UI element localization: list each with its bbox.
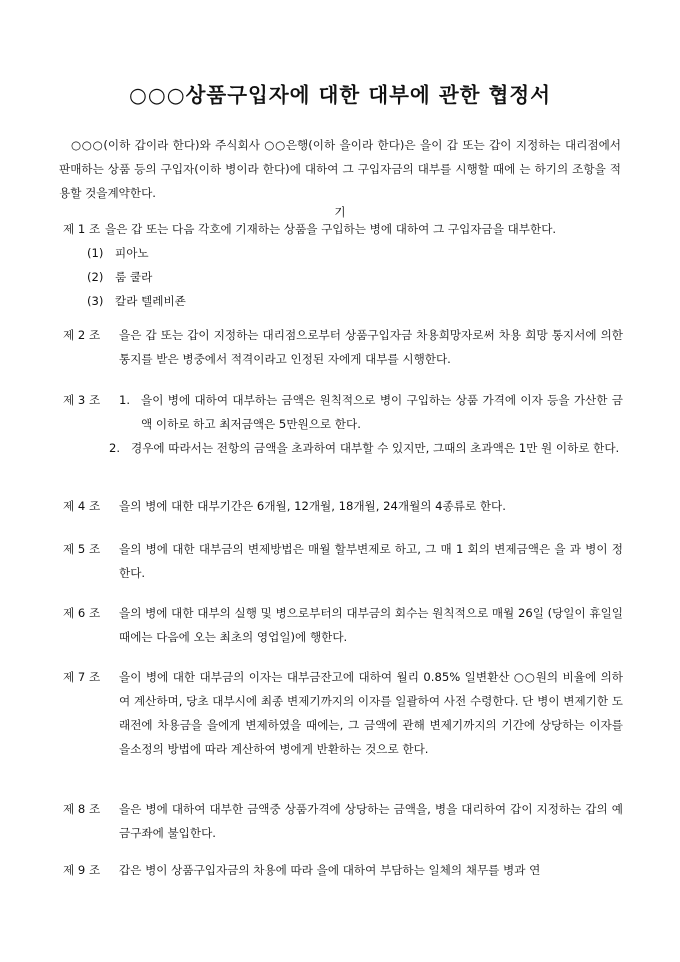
article-3-paragraph-1: 1. 을이 병에 대하여 대부하는 금액은 원칙적으로 병이 구입하는 상품 가격에 이자 등을 가산한 금액 이하로 하고 최저금액은 5만원으로 한다.	[119, 393, 623, 431]
article-8-text: 을은 병에 대하여 대부한 금액중 상품가격에 상당하는 금액을, 병을 대리하여 갑이 지정하는 갑의 예금구좌에 불입한다.	[119, 802, 623, 840]
article-9	[63, 858, 623, 882]
article-8-number: 제 8 조	[63, 802, 101, 816]
article-7	[63, 665, 623, 761]
article-2	[63, 323, 623, 371]
article-7-number: 제 7 조	[63, 670, 101, 684]
list-item: (3) 칼라 텔레비죤	[87, 294, 186, 308]
article-2-text: 을은 갑 또는 갑이 지정하는 대리점으로부터 상품구입자금 차용희망자로써 차용 희망 통지서에 의한 통지를 받은 병중에서 적격이라고 인정된 자에게 대부를 시행한다.	[119, 328, 623, 366]
article-5-number: 제 5 조	[63, 542, 101, 556]
article-3-paragraph-2: 2. 경우에 따라서는 전항의 금액을 초과하여 대부할 수 있지만, 그때의 초과액은 1만 원 이하로 한다.	[109, 441, 620, 455]
article-8	[63, 797, 623, 845]
article-4-text: 을의 병에 대한 대부기간은 6개월, 12개월, 18개월, 24개월의 4종류로 한다.	[119, 499, 506, 513]
intro-text: ○○○(이하 갑이라 한다)와 주식회사 ○○은행(이하 을이라 한다)은 을이 갑 또는 갑이 지정하는 대리점에서 판매하는 상품 등의 구입자(이하 병이라 한다)에 대하여 그 구입자금의 대부를 시행할 때에 는 하기의 조항을 적용할 것을계약한다.	[59, 138, 621, 200]
article-7-text: 을이 병에 대한 대부금의 이자는 대부금잔고에 대하여 월리 0.85% 일변환산 ○○원의 비율에 의하여 계산하며, 당초 대부시에 최종 변제기까지의 이자를 일괄하여 사전 수령한다. 단 병이 변제기한 도래전에 차용금을 을에게 변제하였을 때에는, 그 금액에 관해 변제기까지의 기간에 상당하는 이자를 을소정의 방법에 따라 계산하여 병에게 반환하는 것으로 한다.	[119, 670, 623, 756]
article-1	[63, 217, 623, 313]
document-title: ○○○상품구입자에 대한 대부에 관한 협정서	[128, 83, 552, 107]
article-9-number: 제 9 조	[63, 863, 101, 877]
intro-paragraph	[59, 133, 621, 205]
list-item: (2) 룸 쿨라	[87, 270, 153, 284]
article-3-number: 제 3 조	[63, 393, 101, 407]
article-6	[63, 601, 623, 649]
article-4	[63, 494, 623, 518]
article-1-number: 제 1 조	[63, 222, 101, 236]
article-6-number: 제 6 조	[63, 606, 101, 620]
article-2-number: 제 2 조	[63, 328, 101, 342]
list-item: (1) 피아노	[87, 246, 149, 260]
article-5-text: 을의 병에 대한 대부금의 변제방법은 매월 할부변제로 하고, 그 매 1 회의 변제금액은 을 과 병이 정한다.	[119, 542, 623, 580]
article-5	[63, 537, 623, 585]
article-3	[63, 388, 623, 460]
article-1-text: 을은 갑 또는 다음 각호에 기재하는 상품을 구입하는 병에 대하여 그 구입자금을 대부한다.	[105, 222, 557, 236]
article-4-number: 제 4 조	[63, 499, 101, 513]
article-9-text: 갑은 병이 상품구입자금의 차용에 따라 을에 대하여 부담하는 일체의 채무를 병과 연	[119, 863, 541, 877]
gi-heading: 기	[334, 205, 346, 219]
article-6-text: 을의 병에 대한 대부의 실행 및 병으로부터의 대부금의 회수는 원칙적으로 매월 26일 (당일이 휴일일 때에는 다음에 오는 최초의 영업일)에 행한다.	[119, 606, 623, 644]
article-1-items	[87, 241, 623, 313]
